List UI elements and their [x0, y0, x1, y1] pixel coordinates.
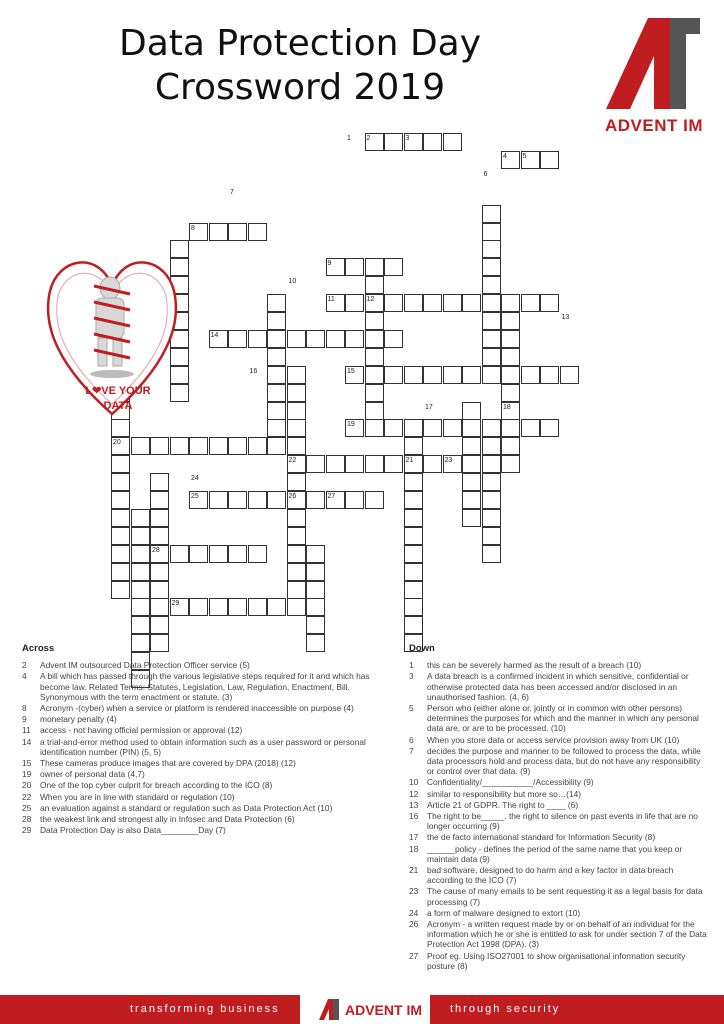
crossword-cell[interactable] — [365, 491, 384, 509]
crossword-cell[interactable] — [189, 437, 208, 455]
crossword-cell[interactable] — [423, 419, 442, 437]
crossword-cell[interactable] — [540, 366, 559, 384]
clue-text: this can be severely harmed as the result of a breach (10) — [427, 660, 642, 671]
crossword-cell[interactable] — [404, 473, 423, 491]
crossword-cell[interactable] — [482, 205, 501, 223]
clue-number-label: 27 — [327, 493, 336, 500]
clue-number-label: 1 — [347, 135, 351, 142]
clue-text: similar to responsibility but more so…(14) — [427, 788, 582, 799]
crossword-cell[interactable] — [365, 455, 384, 473]
clue-text: When you store data or access service provision away from UK (10) — [427, 734, 680, 745]
across-clue-20 — [22, 780, 387, 790]
down-clue-13 — [409, 800, 709, 810]
logo-text: ADVENT IM — [605, 116, 703, 135]
clue-text: Acronym - a written request made by or on behalf of an individual for the information which he or she is entitled to ask for under section 7 of the Data Protection Act 1998 (DPA). (3) — [427, 919, 707, 950]
crossword-cell[interactable] — [209, 437, 228, 455]
love-your-data-text: L❤VE YOUR DATA — [85, 385, 151, 412]
crossword-cell[interactable] — [306, 330, 325, 348]
across-clue-19 — [22, 769, 387, 779]
crossword-cell[interactable] — [209, 491, 228, 509]
clue-text: Proof eg. Using ISO27001 to show organisational information security posture (8) — [427, 950, 686, 971]
across-clue-2 — [22, 660, 387, 670]
clue-number-label: 6 — [483, 170, 488, 178]
crossword-cell[interactable] — [248, 598, 267, 616]
clue-number: 17 — [409, 832, 419, 843]
down-clue-1 — [409, 660, 709, 670]
clue-text: bad software, designed to do harm and a key factor in data breach according to the ICO (7) — [427, 865, 674, 886]
clue-number-label: 15 — [347, 367, 355, 375]
crossword-cell[interactable] — [462, 294, 481, 312]
crossword-cell[interactable] — [150, 473, 169, 491]
across-heading: Across — [22, 643, 55, 654]
clue-text: the de facto international standard for Information Security (8) — [427, 832, 656, 843]
clue-number: 14 — [22, 736, 32, 747]
clue-number: 1 — [409, 660, 414, 671]
crossword-cell[interactable] — [306, 616, 325, 634]
clue-text: These cameras produce images that are covered by DPA (2018) (12) — [40, 758, 296, 769]
clue-number-label: 5 — [522, 152, 527, 160]
clue-number: 3 — [409, 671, 414, 682]
down-clue-6 — [409, 735, 709, 745]
crossword-cell[interactable] — [521, 366, 540, 384]
clue-number-label: 16 — [249, 367, 258, 375]
clue-text: One of the top cyber culprit for breach according to the ICO (8) — [40, 780, 273, 791]
crossword-cell[interactable] — [462, 402, 481, 420]
crossword-cell[interactable] — [365, 402, 384, 420]
crossword-cell[interactable] — [482, 473, 501, 491]
crossword-cell[interactable] — [306, 545, 325, 563]
crossword-cell[interactable] — [404, 581, 423, 599]
crossword-cell[interactable] — [365, 258, 384, 276]
clue-text: When you are in line with standard or regulation (10) — [40, 791, 235, 802]
crossword-cell[interactable] — [462, 437, 481, 455]
crossword-cell[interactable] — [111, 509, 130, 527]
crossword-cell[interactable] — [345, 491, 364, 509]
clue-number: 16 — [409, 811, 419, 822]
crossword-cell[interactable] — [404, 527, 423, 545]
down-heading: Down — [409, 643, 435, 654]
title-line-1: Data Protection Day — [118, 23, 482, 64]
crossword-cell[interactable] — [150, 598, 169, 616]
crossword-cell[interactable] — [462, 419, 481, 437]
crossword-cell[interactable] — [131, 563, 150, 581]
crossword-cell[interactable] — [228, 491, 247, 509]
crossword-cell[interactable] — [209, 545, 228, 563]
crossword-cell[interactable] — [267, 491, 286, 509]
crossword-cell[interactable] — [345, 330, 364, 348]
clue-number-label: 12 — [366, 296, 375, 304]
clue-number: 15 — [22, 758, 32, 769]
clue-number: 23 — [409, 886, 419, 897]
crossword-cell[interactable] — [443, 133, 462, 151]
clue-text: access - not having official permission or approval (12) — [40, 725, 243, 736]
crossword-cell[interactable] — [306, 581, 325, 599]
crossword-cell[interactable] — [482, 545, 501, 563]
clue-number: 12 — [409, 788, 419, 799]
clue-number: 22 — [22, 791, 32, 802]
clue-number: 10 — [409, 777, 419, 788]
crossword-cell[interactable] — [248, 491, 267, 509]
clue-number-label: 11 — [327, 296, 335, 304]
clue-number: 4 — [22, 671, 27, 682]
clue-number: 13 — [409, 799, 419, 810]
crossword-cell[interactable] — [131, 598, 150, 616]
crossword-cell[interactable] — [131, 545, 150, 563]
crossword-cell[interactable] — [501, 330, 520, 348]
crossword-cell[interactable] — [462, 491, 481, 509]
crossword-cell[interactable] — [287, 330, 306, 348]
crossword-cell[interactable] — [384, 294, 403, 312]
clue-text: Advent IM outsourced Data Protection Officer service (5) — [40, 660, 250, 671]
crossword-cell[interactable] — [560, 366, 579, 384]
crossword-cell[interactable] — [287, 419, 306, 437]
clue-text: Data Protection Day is also Data________Day (7) — [40, 825, 226, 836]
clue-number-label: 14 — [210, 331, 219, 339]
footer-slogan-left: transforming business — [130, 1003, 280, 1015]
crossword-cell[interactable] — [150, 437, 169, 455]
crossword-cell[interactable] — [111, 545, 130, 563]
crossword-cell[interactable] — [209, 223, 228, 241]
clue-text: The right to be_____. the right to silence on past events in life that are no longer occurring (9) — [427, 811, 698, 832]
crossword-cell[interactable] — [287, 509, 306, 527]
crossword-cell[interactable] — [501, 294, 520, 312]
clue-number: 7 — [409, 745, 414, 756]
clue-number-label: 21 — [405, 457, 414, 465]
crossword-cell[interactable] — [228, 598, 247, 616]
crossword-cell[interactable] — [443, 419, 462, 437]
clue-number-label: 19 — [347, 421, 355, 429]
clue-text: ______policy - defines the period of the same name that you keep or maintain data (9) — [427, 843, 683, 864]
crossword-cell[interactable] — [365, 366, 384, 384]
across-clue-11 — [22, 725, 387, 735]
crossword-cell[interactable] — [501, 348, 520, 366]
crossword-cell[interactable] — [540, 419, 559, 437]
crossword-cell[interactable] — [111, 491, 130, 509]
crossword-cell[interactable] — [365, 312, 384, 330]
down-clue-17 — [409, 832, 709, 842]
crossword-cell[interactable] — [228, 437, 247, 455]
clue-number: 11 — [22, 725, 31, 736]
crossword-cell[interactable] — [501, 312, 520, 330]
clue-text: the weakest link and strongest ally in Infosec and Data Protection (6) — [40, 814, 295, 825]
down-clue-26 — [409, 919, 709, 950]
crossword-cell[interactable] — [482, 312, 501, 330]
across-clue-4 — [22, 671, 387, 702]
clue-number-label: 18 — [503, 403, 511, 411]
crossword-cell[interactable] — [501, 437, 520, 455]
crossword-cell[interactable] — [228, 223, 247, 241]
crossword-cell[interactable] — [306, 491, 325, 509]
crossword-cell[interactable] — [150, 527, 169, 545]
clue-text: A data breach is a confirmed incident in which sensitive, confidential or otherwise protected data has been accessed and/or disclosed in an unauthorised fashion. (4, 6) — [427, 671, 689, 702]
down-clue-5 — [409, 703, 709, 734]
clue-number-label: 28 — [152, 546, 160, 554]
across-clues — [22, 644, 387, 836]
across-clue-25 — [22, 803, 387, 813]
crossword-cell[interactable] — [287, 437, 306, 455]
crossword-cell[interactable] — [482, 330, 501, 348]
crossword-cell[interactable] — [384, 133, 403, 151]
clue-text: a form of malware designed to extort (10) — [427, 907, 581, 918]
down-clue-18 — [409, 844, 709, 864]
crossword-cell[interactable] — [150, 581, 169, 599]
clue-number: 24 — [409, 907, 419, 918]
crossword-cell[interactable] — [404, 491, 423, 509]
crossword-cell[interactable] — [111, 563, 130, 581]
crossword-cell[interactable] — [404, 616, 423, 634]
crossword-cell[interactable] — [131, 527, 150, 545]
crossword-cell[interactable] — [501, 419, 520, 437]
crossword-cell[interactable] — [423, 366, 442, 384]
crossword-cell[interactable] — [404, 294, 423, 312]
crossword-cell[interactable] — [462, 473, 481, 491]
crossword-cell[interactable] — [482, 276, 501, 294]
clue-number: 19 — [22, 769, 32, 780]
crossword-cell[interactable] — [287, 473, 306, 491]
crossword-cell[interactable] — [404, 545, 423, 563]
crossword-cell[interactable] — [189, 545, 208, 563]
crossword-cell[interactable] — [404, 598, 423, 616]
clue-text: Article 21 of GDPR. The right to ____ (6) — [427, 799, 579, 810]
clue-number-label: 22 — [288, 457, 297, 465]
clue-number: 9 — [22, 714, 27, 725]
down-clue-7 — [409, 746, 709, 777]
crossword-cell[interactable] — [209, 598, 228, 616]
clue-number-label: 8 — [191, 224, 195, 232]
crossword-cell[interactable] — [111, 455, 130, 473]
clue-text: a trial-and-error method used to obtain information such as a user password or personal identification number (PIN) (5, 5) — [40, 736, 366, 757]
crossword-cell[interactable] — [501, 366, 520, 384]
crossword-cell[interactable] — [482, 419, 501, 437]
down-clues — [409, 644, 709, 972]
crossword-cell[interactable] — [482, 294, 501, 312]
crossword-cell[interactable] — [365, 384, 384, 402]
clue-text: decides the purpose and manner to be followed to process the data, while data processors hold and process data, but do not have any responsibility or control over that data. (9) — [427, 745, 701, 777]
crossword-cell[interactable] — [482, 509, 501, 527]
crossword-cell[interactable] — [287, 366, 306, 384]
crossword-cell[interactable] — [189, 598, 208, 616]
crossword-cell[interactable] — [306, 598, 325, 616]
crossword-cell[interactable] — [287, 563, 306, 581]
crossword-cell[interactable] — [443, 294, 462, 312]
crossword-cell[interactable] — [423, 133, 442, 151]
across-clue-15 — [22, 758, 387, 768]
crossword-cell[interactable] — [267, 366, 286, 384]
crossword-cell[interactable] — [345, 455, 364, 473]
crossword-cell[interactable] — [267, 419, 286, 437]
crossword-cell[interactable] — [384, 419, 403, 437]
crossword-cell[interactable] — [365, 419, 384, 437]
footer-logo-icon — [318, 998, 340, 1021]
crossword-cell[interactable] — [365, 330, 384, 348]
crossword-cell[interactable] — [267, 437, 286, 455]
crossword-cell[interactable] — [482, 240, 501, 258]
crossword-cell[interactable] — [482, 258, 501, 276]
crossword-cell[interactable] — [326, 330, 345, 348]
crossword-cell[interactable] — [287, 527, 306, 545]
crossword-cell[interactable] — [248, 545, 267, 563]
clue-number: 25 — [22, 802, 32, 813]
clue-number: 21 — [409, 865, 419, 876]
crossword-cell[interactable] — [287, 402, 306, 420]
clue-text: Person who (either alone or. jointly or in common with other persons) determines the purposes for which and the manner in which any personal data are, or are to be processed. (10) — [427, 703, 699, 734]
crossword-cell[interactable] — [267, 294, 286, 312]
clue-number-label: 3 — [405, 135, 410, 142]
crossword-cell[interactable] — [287, 384, 306, 402]
crossword-cell[interactable] — [150, 616, 169, 634]
crossword-cell[interactable] — [150, 563, 169, 581]
crossword-cell[interactable] — [482, 455, 501, 473]
across-clue-29 — [22, 825, 387, 835]
clue-number-label: 4 — [503, 152, 507, 160]
crossword-cell[interactable] — [267, 598, 286, 616]
crossword-cell[interactable] — [170, 545, 189, 563]
crossword-cell[interactable] — [365, 276, 384, 294]
crossword-cell[interactable] — [248, 223, 267, 241]
crossword-cell[interactable] — [404, 437, 423, 455]
crossword-cell[interactable] — [404, 419, 423, 437]
crossword-cell[interactable] — [131, 509, 150, 527]
clue-number-label: 7 — [230, 188, 234, 196]
crossword-cell[interactable] — [111, 581, 130, 599]
footer-banner — [0, 995, 724, 1024]
down-clue-12 — [409, 789, 709, 799]
crossword-cell[interactable] — [482, 437, 501, 455]
crossword-cell[interactable] — [267, 330, 286, 348]
crossword-cell[interactable] — [267, 402, 286, 420]
crossword-cell[interactable] — [501, 384, 520, 402]
crossword-cell[interactable] — [150, 491, 169, 509]
crossword-cell[interactable] — [423, 294, 442, 312]
clue-number-label: 10 — [288, 278, 297, 286]
crossword-cell[interactable] — [384, 330, 403, 348]
crossword-cell[interactable] — [150, 509, 169, 527]
down-clue-24 — [409, 908, 709, 918]
clue-number: 2 — [22, 660, 27, 671]
crossword-cell[interactable] — [540, 151, 559, 169]
across-clue-9 — [22, 714, 387, 724]
across-clue-22 — [22, 792, 387, 802]
crossword-cell[interactable] — [384, 366, 403, 384]
clue-number-label: 9 — [327, 260, 332, 268]
crossword-cell[interactable] — [521, 419, 540, 437]
clue-number-label: 26 — [288, 493, 297, 500]
clue-number: 28 — [22, 814, 32, 825]
crossword-cell[interactable] — [482, 527, 501, 545]
crossword-cell[interactable] — [482, 491, 501, 509]
crossword-cell[interactable] — [306, 563, 325, 581]
down-clue-23 — [409, 886, 709, 906]
down-clue-3 — [409, 671, 709, 702]
footer-slogan-right: through security — [450, 1003, 561, 1015]
down-clue-21 — [409, 865, 709, 885]
crossword-cell[interactable] — [462, 366, 481, 384]
crossword-cell[interactable] — [462, 455, 481, 473]
clue-text: owner of personal data (4,7) — [40, 769, 145, 780]
crossword-cell[interactable] — [423, 455, 442, 473]
across-clue-28 — [22, 814, 387, 824]
crossword-cell[interactable] — [131, 581, 150, 599]
clue-number-label: 24 — [191, 475, 199, 483]
crossword-cell[interactable] — [326, 455, 345, 473]
clue-number-label: 2 — [366, 135, 371, 142]
crossword-cell[interactable] — [345, 258, 364, 276]
across-clue-14 — [22, 737, 387, 757]
crossword-cell[interactable] — [404, 563, 423, 581]
crossword-cell[interactable] — [267, 348, 286, 366]
crossword-cell[interactable] — [482, 223, 501, 241]
clue-text: Confidentiality/___________/Accessibility (9) — [427, 777, 594, 788]
crossword-cell[interactable] — [170, 437, 189, 455]
clue-number-label: 23 — [444, 457, 453, 465]
clue-number: 20 — [22, 780, 32, 791]
crossword-cell[interactable] — [384, 455, 403, 473]
crossword-cell[interactable] — [443, 366, 462, 384]
clue-number: 26 — [409, 919, 419, 930]
clue-text: A bill which has passed through the various legislative steps required for it and which has become law. Related Terms: Statutes, Legislation, Law, Regulation, Enactment, Bill. Synonymous with the term enactment or statute. (3) — [40, 671, 370, 702]
crossword-cell[interactable] — [131, 437, 150, 455]
clue-number-label: 13 — [561, 314, 570, 321]
crossword-cell[interactable] — [248, 330, 267, 348]
clue-number: 8 — [22, 703, 27, 714]
crossword-cell[interactable] — [462, 509, 481, 527]
clue-number: 5 — [409, 703, 414, 714]
crossword-cell[interactable] — [267, 384, 286, 402]
crossword-cell[interactable] — [345, 294, 364, 312]
crossword-cell[interactable] — [111, 527, 130, 545]
crossword-cell[interactable] — [482, 366, 501, 384]
crossword-cell[interactable] — [248, 437, 267, 455]
clue-number: 18 — [409, 843, 419, 854]
crossword-cell[interactable] — [287, 598, 306, 616]
crossword-cell[interactable] — [306, 455, 325, 473]
crossword-cell[interactable] — [404, 509, 423, 527]
clue-number-label: 20 — [113, 439, 121, 447]
crossword-cell[interactable] — [131, 616, 150, 634]
down-clue-10 — [409, 777, 709, 787]
clue-text: monetary penalty (4) — [40, 714, 117, 725]
crossword-cell[interactable] — [228, 330, 247, 348]
down-clue-16 — [409, 811, 709, 831]
clue-number: 29 — [22, 825, 32, 836]
crossword-cell[interactable] — [540, 294, 559, 312]
footer-brand-text: ADVENT IM — [345, 1002, 422, 1018]
crossword-cell[interactable] — [404, 366, 423, 384]
crossword-cell[interactable] — [267, 312, 286, 330]
clue-text: Acronym -(cyber) when a service or platform is rendered inaccessible on purpose (4) — [40, 703, 354, 714]
clue-number: 6 — [409, 734, 414, 745]
title-line-2: Crossword 2019 — [154, 67, 446, 108]
clue-text: an evaluation against a standard or regulation such as Data Protection Act (10) — [40, 802, 333, 813]
crossword-cell[interactable] — [228, 545, 247, 563]
across-clue-8 — [22, 703, 387, 713]
clue-text: The cause of many emails to be sent requesting it as a legal basis for data processing (7) — [427, 886, 703, 907]
crossword-cell[interactable] — [287, 545, 306, 563]
crossword-cell[interactable] — [501, 455, 520, 473]
clue-number-label: 25 — [191, 493, 199, 500]
clue-number-label: 29 — [171, 600, 180, 608]
clue-number-label: 17 — [425, 403, 433, 411]
crossword-cell[interactable] — [365, 348, 384, 366]
crossword-cell[interactable] — [482, 348, 501, 366]
down-clue-27 — [409, 951, 709, 971]
crossword-cell[interactable] — [287, 581, 306, 599]
crossword-cell[interactable] — [384, 258, 403, 276]
crossword-cell[interactable] — [111, 473, 130, 491]
clue-number: 27 — [409, 950, 419, 961]
crossword-cell[interactable] — [521, 294, 540, 312]
